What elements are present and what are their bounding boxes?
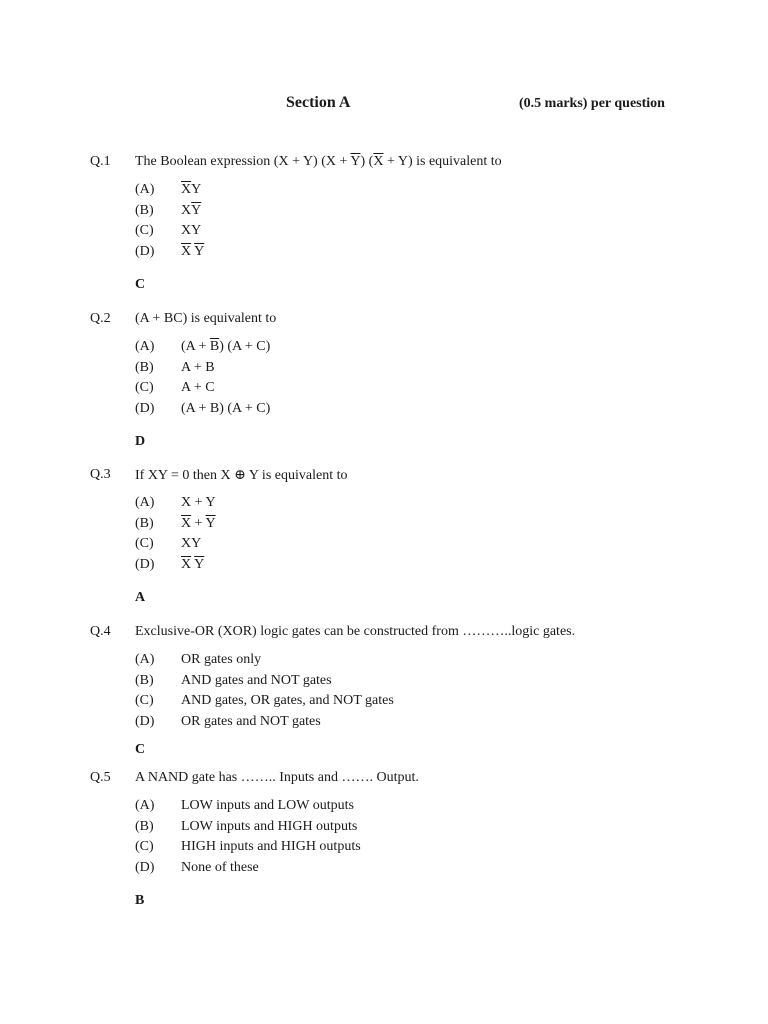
option-text (181, 839, 361, 855)
option-text (181, 693, 394, 709)
option-text (181, 557, 204, 573)
overlined-term: $\overline{Y}$ (205, 515, 216, 531)
overlined-term: $\overline{Y}$ (194, 243, 205, 259)
expression-text: A + C (181, 380, 215, 395)
option-text (181, 536, 201, 552)
option-label: (D) (135, 859, 155, 875)
option-label: (B) (135, 515, 154, 531)
question-number: Q.4 (90, 624, 111, 639)
overlined-term: $\overline{X}$ (181, 182, 192, 197)
option-label: (C) (135, 536, 154, 551)
expression-text: AND gates and NOT gates (181, 672, 332, 688)
option-label: (A) (135, 339, 155, 354)
option-text (181, 652, 261, 668)
option-text (181, 339, 270, 355)
expression-text: If XY = 0 then X ⊕ Y is equivalent to (135, 468, 348, 483)
option-label: (B) (135, 672, 154, 688)
answer-key: B (135, 893, 145, 908)
expression-text: A + B (181, 359, 215, 375)
question-number: Q.2 (90, 311, 111, 326)
option-text (181, 401, 270, 417)
question-stem (135, 311, 276, 327)
expression-text: X (181, 202, 192, 218)
expression-text: The Boolean expression (X + Y) (X + (135, 154, 351, 169)
overlined-term: $\overline{X}$ (373, 154, 384, 169)
expression-text: XY (181, 536, 202, 551)
expression-text: (A + (181, 339, 210, 354)
option-label: (A) (135, 495, 155, 510)
expression-text: XY (181, 223, 202, 238)
option-label: (C) (135, 693, 154, 708)
expression-text: None of these (181, 859, 259, 875)
answer-key: D (135, 434, 146, 449)
option-label: (C) (135, 380, 154, 395)
option-text (181, 516, 216, 532)
option-label: (C) (135, 223, 154, 238)
option-text (181, 819, 357, 835)
expression-text: A NAND gate has …….. Inputs and ……. Output. (135, 770, 419, 785)
expression-text: + (191, 515, 206, 531)
expression-text: (A + B) (A + C) (181, 400, 271, 416)
option-label: (C) (135, 839, 154, 854)
option-label: (B) (135, 359, 154, 375)
expression-text: OR gates and NOT gates (181, 713, 321, 729)
option-label: (A) (135, 798, 155, 813)
marks-per-question: (0.5 marks) per question (519, 96, 665, 111)
overlined-term: $\overline{X}$ (181, 515, 192, 531)
option-label: (D) (135, 556, 155, 572)
overlined-term: $\overline{B}$ (209, 339, 220, 354)
question-number: Q.3 (90, 467, 111, 482)
option-label: (A) (135, 182, 155, 197)
question-stem (135, 467, 347, 484)
expression-text: HIGH inputs and HIGH outputs (181, 839, 361, 854)
question-stem (135, 624, 575, 640)
expression-text: OR gates only (181, 652, 262, 667)
expression-text: LOW inputs and LOW outputs (181, 798, 354, 813)
option-text (181, 182, 201, 198)
option-text (181, 798, 354, 814)
expression-text: ) ( (360, 154, 374, 169)
expression-text: + Y) is equivalent to (383, 154, 502, 169)
option-label: (D) (135, 713, 155, 729)
overlined-term: $\overline{Y}$ (191, 202, 202, 218)
expression-text: Exclusive-OR (XOR) logic gates can be constructed from ………..logic gates. (135, 624, 576, 639)
option-label: (D) (135, 400, 155, 416)
option-text (181, 203, 201, 219)
option-text (181, 380, 215, 396)
answer-key: A (135, 590, 146, 605)
expression-text: X + Y (181, 495, 216, 510)
overlined-term: $\overline{Y}$ (350, 154, 361, 169)
expression-text: LOW inputs and HIGH outputs (181, 818, 358, 834)
option-label: (D) (135, 243, 155, 259)
question-number: Q.5 (90, 770, 111, 785)
option-text (181, 360, 215, 376)
overlined-term: $\overline{Y}$ (194, 556, 205, 572)
expression-text: (A + BC) is equivalent to (135, 311, 277, 326)
overlined-term: $\overline{X}$ (181, 243, 192, 259)
option-text (181, 714, 321, 730)
section-title: Section A (286, 94, 351, 111)
option-label: (A) (135, 652, 155, 667)
option-label: (B) (135, 818, 154, 834)
option-text (181, 673, 332, 689)
question-stem (135, 154, 502, 170)
answer-key: C (135, 742, 146, 757)
option-text (181, 860, 259, 876)
question-stem (135, 770, 419, 786)
option-label: (B) (135, 202, 154, 218)
expression-text: ) (A + C) (219, 339, 271, 354)
expression-text: Y (191, 182, 202, 197)
option-text (181, 223, 201, 239)
question-number: Q.1 (90, 154, 111, 169)
option-text (181, 495, 216, 511)
option-text (181, 244, 204, 260)
answer-key: C (135, 277, 146, 292)
expression-text: AND gates, OR gates, and NOT gates (181, 693, 394, 708)
overlined-term: $\overline{X}$ (181, 556, 192, 572)
